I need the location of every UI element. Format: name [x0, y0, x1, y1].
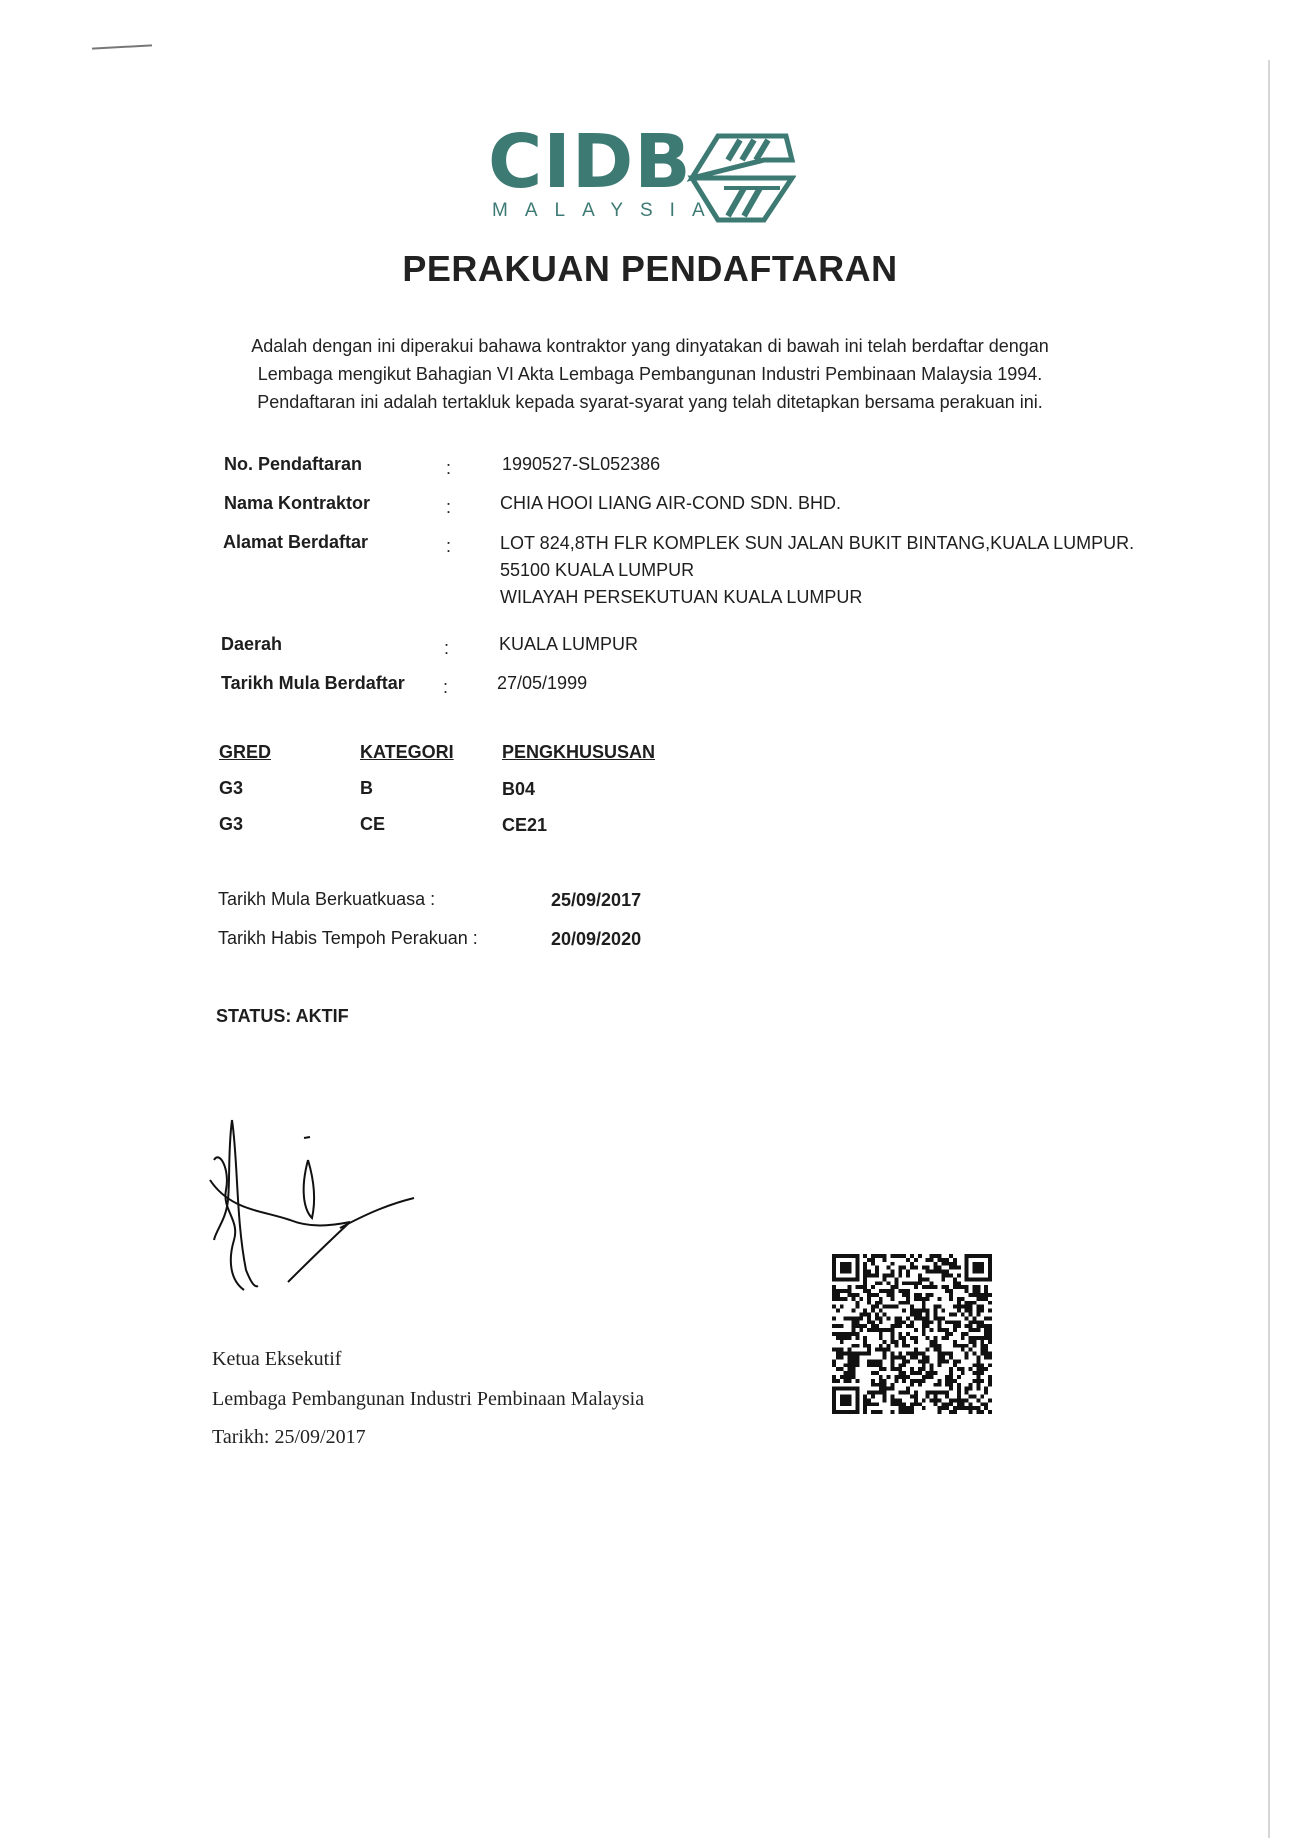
value-tarikh-mula-berdaftar: 27/05/1999 — [497, 673, 588, 693]
signature-icon — [200, 1100, 430, 1300]
signatory-date: Tarikh: 25/09/2017 — [212, 1426, 366, 1448]
header-gred: GRED — [219, 742, 272, 762]
label-no-pendaftaran: No. Pendaftaran — [224, 454, 363, 474]
cell-gred: G3 — [219, 778, 244, 798]
colon: : — [444, 638, 450, 658]
value-no-pendaftaran: 1990527-SL052386 — [502, 454, 661, 474]
label-nama-kontraktor: Nama Kontraktor — [224, 493, 371, 513]
label-tarikh-habis-tempoh: Tarikh Habis Tempoh Perakuan : — [218, 928, 478, 948]
scan-edge-line — [1268, 60, 1270, 1838]
header-kategori: KATEGORI — [360, 742, 454, 762]
value-alamat-line-1: LOT 824,8TH FLR KOMPLEK SUN JALAN BUKIT BINTANG,KUALA LUMPUR. — [500, 533, 1135, 553]
intro-line: Adalah dengan ini diperakui bahawa kontraktor yang dinyatakan di bawah ini telah berdaftar dengan — [251, 336, 1049, 356]
document-title: PERAKUAN PENDAFTARAN — [402, 248, 898, 289]
value-daerah: KUALA LUMPUR — [499, 634, 639, 654]
colon: : — [443, 677, 449, 697]
colon: : — [446, 497, 452, 517]
status-badge: STATUS: AKTIF — [216, 1006, 349, 1026]
value-alamat-line-2: 55100 KUALA LUMPUR — [500, 560, 695, 580]
colon: : — [446, 458, 452, 478]
value-nama-kontraktor: CHIA HOOI LIANG AIR-COND SDN. BHD. — [500, 493, 842, 513]
signatory-organization: Lembaga Pembangunan Industri Pembinaan Malaysia — [212, 1388, 645, 1410]
cidb-emblem-icon — [684, 130, 796, 226]
logo-text: CIDB — [488, 119, 692, 205]
intro-line: Pendaftaran ini adalah tertakluk kepada syarat-syarat yang telah ditetapkan bersama perakuan ini. — [257, 392, 1043, 412]
header-pengkhususan: PENGKHUSUSAN — [502, 742, 656, 762]
label-tarikh-mula-berdaftar: Tarikh Mula Berdaftar — [221, 673, 405, 693]
scan-mark — [92, 44, 152, 49]
label-daerah: Daerah — [221, 634, 283, 654]
value-tarikh-habis-tempoh: 20/09/2020 — [551, 929, 642, 949]
colon: : — [446, 536, 452, 556]
intro-line: Lembaga mengikut Bahagian VI Akta Lembaga Pembangunan Industri Pembinaan Malaysia 1994. — [257, 364, 1043, 384]
cidb-logo — [488, 119, 808, 230]
value-alamat-line-3: WILAYAH PERSEKUTUAN KUALA LUMPUR — [500, 587, 863, 607]
intro-paragraph — [230, 332, 1070, 416]
cell-kategori: B — [360, 778, 373, 798]
cell-kategori: CE — [360, 814, 386, 834]
signatory-role: Ketua Eksekutif — [212, 1348, 342, 1370]
logo-subtitle: MALAYSIA — [492, 200, 722, 221]
cell-pengkhususan: CE21 — [502, 815, 548, 835]
qr-code-icon — [832, 1254, 992, 1414]
cell-gred: G3 — [219, 814, 244, 834]
label-alamat-berdaftar: Alamat Berdaftar — [223, 532, 369, 552]
label-tarikh-mula-berkuatkuasa: Tarikh Mula Berkuatkuasa : — [218, 889, 436, 909]
cell-pengkhususan: B04 — [502, 779, 536, 799]
value-tarikh-mula-berkuatkuasa: 25/09/2017 — [551, 890, 642, 910]
